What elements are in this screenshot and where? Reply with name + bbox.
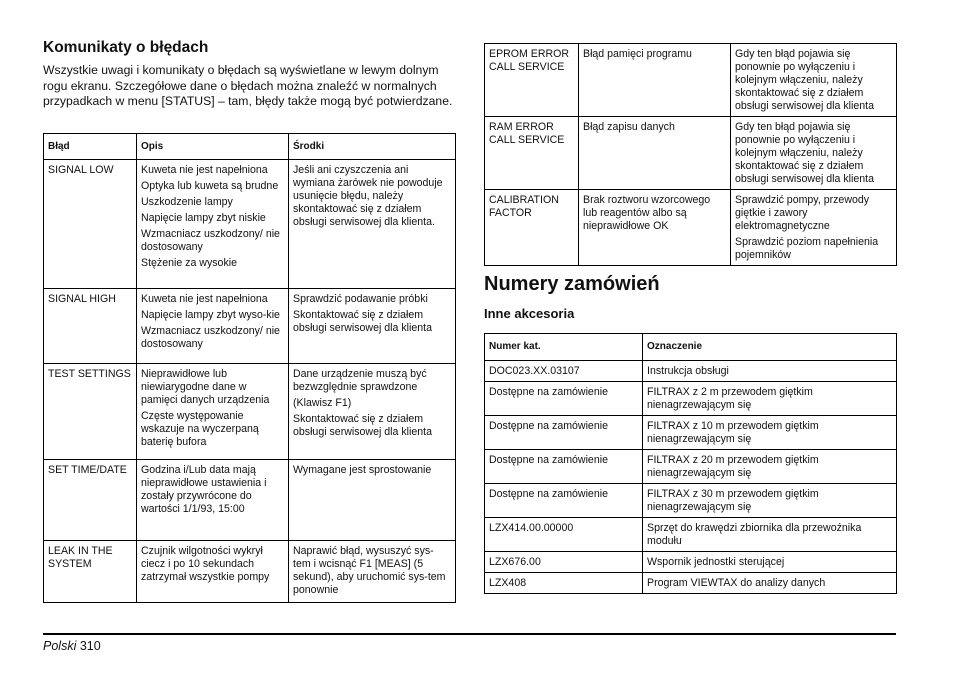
catalog-number-cell: Dostępne na zamówienie xyxy=(485,450,643,484)
description-cell xyxy=(137,364,289,460)
table-row xyxy=(44,364,456,460)
description-cell xyxy=(579,190,731,266)
table-row xyxy=(44,160,456,289)
intro-paragraph: Wszystkie uwagi i komunikaty o błędach są wyświetlane w lewym dolnym rogu ekranu. Szczegółowe dane o błędach można znaleźć w normalnych przypadkach w menu [STATUS] – tam, błędy także mogą być potwierdzane. xyxy=(43,63,453,108)
table-header-row xyxy=(485,334,897,361)
remedy-cell-text: Skontaktować się z działem obsługi serwisowej dla klienta xyxy=(293,309,432,334)
remedy-cell xyxy=(731,190,897,266)
remedy-cell-text: Skontaktować się z działem obsługi serwisowej dla klienta xyxy=(293,413,432,438)
table-row xyxy=(485,117,897,190)
remedy-cell xyxy=(289,160,456,289)
table-row xyxy=(485,518,897,552)
description-cell-text: Kuweta nie jest napełniona xyxy=(141,293,268,305)
header-error: Błąd xyxy=(44,134,137,160)
description-cell-text: Częste występowanie wskazuje na wyczerpaną baterię bufora xyxy=(141,410,259,448)
designation-cell: Wspornik jednostki sterującej xyxy=(643,552,897,573)
table-row xyxy=(485,44,897,117)
table-row xyxy=(485,552,897,573)
table-row xyxy=(485,190,897,266)
remedy-cell-text: Jeśli ani czyszczenia ani wymiana żarówek nie powoduje usunięcie błędu, należy skontaktować się z działem obsługi serwisowej dla klienta. xyxy=(293,164,443,228)
table-row xyxy=(485,573,897,594)
catalog-number-cell: LZX408 xyxy=(485,573,643,594)
table-row xyxy=(485,484,897,518)
orders-heading: Numery zamówień xyxy=(484,273,660,295)
description-cell-text: Godzina i/Lub data mają nieprawidłowe ustawienia i zostały przywrócone do wartości 1/1/93, 15:00 xyxy=(141,464,267,515)
error-code-cell: SIGNAL HIGH xyxy=(44,289,137,364)
remedy-cell xyxy=(289,289,456,364)
designation-cell: Instrukcja obsługi xyxy=(643,361,897,382)
catalog-number-cell: LZX414.00.00000 xyxy=(485,518,643,552)
description-cell xyxy=(137,160,289,289)
error-code-cell: EPROM ERROR CALL SERVICE xyxy=(485,44,579,117)
description-cell-text: Nieprawidłowe lub niewiarygodne dane w pamięci danych urządzenia xyxy=(141,368,270,406)
error-code-cell: TEST SETTINGS xyxy=(44,364,137,460)
remedy-cell-text: Dane urządzenie muszą być bezwzględnie sprawdzone xyxy=(293,368,427,393)
table-row xyxy=(44,460,456,541)
table-row xyxy=(485,382,897,416)
catalog-number-cell: Dostępne na zamówienie xyxy=(485,484,643,518)
designation-cell: Sprzęt do krawędzi zbiornika dla przewoźnika modułu xyxy=(643,518,897,552)
catalog-number-cell: DOC023.XX.03107 xyxy=(485,361,643,382)
designation-cell: FILTRAX z 30 m przewodem giętkim nienagrzewającym się xyxy=(643,484,897,518)
footer-rule xyxy=(43,633,896,635)
description-cell-text: Napięcie lampy zbyt niskie xyxy=(141,212,266,224)
accessories-heading: Inne akcesoria xyxy=(484,306,575,321)
description-cell xyxy=(579,117,731,190)
header-catalog-number: Numer kat. xyxy=(485,334,643,361)
footer-language: Polski xyxy=(43,639,77,653)
remedy-cell-text: Wymagane jest sprostowanie xyxy=(293,464,432,476)
error-code-cell: SET TIME/DATE xyxy=(44,460,137,541)
table-row xyxy=(44,541,456,603)
description-cell-text: Błąd zapisu danych xyxy=(583,121,675,133)
catalog-number-cell: LZX676.00 xyxy=(485,552,643,573)
designation-cell: FILTRAX z 10 m przewodem giętkim nienagrzewającym się xyxy=(643,416,897,450)
remedy-cell xyxy=(731,44,897,117)
description-cell-text: Czujnik wilgotności wykrył ciecz i po 10 sekundach zatrzymał wszystkie pompy xyxy=(141,545,270,583)
description-cell-text: Napięcie lampy zbyt wyso-kie xyxy=(141,309,280,321)
page-footer xyxy=(43,639,101,654)
remedy-cell xyxy=(731,117,897,190)
section-heading-error-messages: Komunikaty o błędach xyxy=(43,39,209,56)
remedy-cell-text: Sprawdzić pompy, przewody giętkie i zawory elektromagnetyczne xyxy=(735,194,870,232)
remedy-cell-text: Sprawdzić poziom napełnienia pojemników xyxy=(735,236,879,261)
table-row xyxy=(44,289,456,364)
header-remedy: Środki xyxy=(289,134,456,160)
catalog-number-cell: Dostępne na zamówienie xyxy=(485,416,643,450)
description-cell-text: Uszkodzenie lampy xyxy=(141,196,233,208)
error-table-left xyxy=(43,133,456,603)
footer-page-number: 310 xyxy=(79,639,101,653)
remedy-cell-text: Gdy ten błąd pojawia się ponownie po wyłączeniu i kolejnym włączeniu, należy skontaktować się z działem obsługi serwisowej dla klienta xyxy=(735,121,874,185)
designation-cell: FILTRAX z 2 m przewodem giętkim nienagrzewającym się xyxy=(643,382,897,416)
remedy-cell-text: Naprawić błąd, wysuszyć sys-tem i wcisnąć F1 [MEAS] (5 sekund), aby uruchomić sys-tem ponownie xyxy=(293,545,446,596)
description-cell-text: Wzmacniacz uszkodzony/ nie dostosowany xyxy=(141,325,280,350)
table-row xyxy=(485,361,897,382)
description-cell-text: Wzmacniacz uszkodzony/ nie dostosowany xyxy=(141,228,280,253)
catalog-number-cell: Dostępne na zamówienie xyxy=(485,382,643,416)
remedy-cell xyxy=(289,364,456,460)
description-cell-text: Brak roztworu wzorcowego lub reagentów albo są nieprawidłowe OK xyxy=(583,194,711,232)
remedy-cell xyxy=(289,541,456,603)
description-cell xyxy=(137,460,289,541)
accessories-table xyxy=(484,333,897,594)
remedy-cell xyxy=(289,460,456,541)
table-row xyxy=(485,450,897,484)
description-cell-text: Kuweta nie jest napełniona xyxy=(141,164,268,176)
designation-cell: Program VIEWTAX do analizy danych xyxy=(643,573,897,594)
remedy-cell-text: Gdy ten błąd pojawia się ponownie po wyłączeniu i kolejnym włączeniu, należy skontaktować się z działem obsługi serwisowej dla klienta xyxy=(735,48,874,112)
designation-cell: FILTRAX z 20 m przewodem giętkim nienagrzewającym się xyxy=(643,450,897,484)
remedy-cell-text: Sprawdzić podawanie próbki xyxy=(293,293,428,305)
error-code-cell: CALIBRATION FACTOR xyxy=(485,190,579,266)
description-cell xyxy=(579,44,731,117)
table-row xyxy=(485,416,897,450)
description-cell-text: Stężenie za wysokie xyxy=(141,257,237,269)
table-header-row xyxy=(44,134,456,160)
remedy-cell-text: (Klawisz F1) xyxy=(293,397,352,409)
error-code-cell: SIGNAL LOW xyxy=(44,160,137,289)
description-cell xyxy=(137,289,289,364)
header-description: Opis xyxy=(137,134,289,160)
error-code-cell: RAM ERROR CALL SERVICE xyxy=(485,117,579,190)
description-cell xyxy=(137,541,289,603)
description-cell-text: Optyka lub kuweta są brudne xyxy=(141,180,279,192)
error-code-cell: LEAK IN THE SYSTEM xyxy=(44,541,137,603)
header-designation: Oznaczenie xyxy=(643,334,897,361)
error-table-right xyxy=(484,43,897,266)
description-cell-text: Błąd pamięci programu xyxy=(583,48,692,60)
